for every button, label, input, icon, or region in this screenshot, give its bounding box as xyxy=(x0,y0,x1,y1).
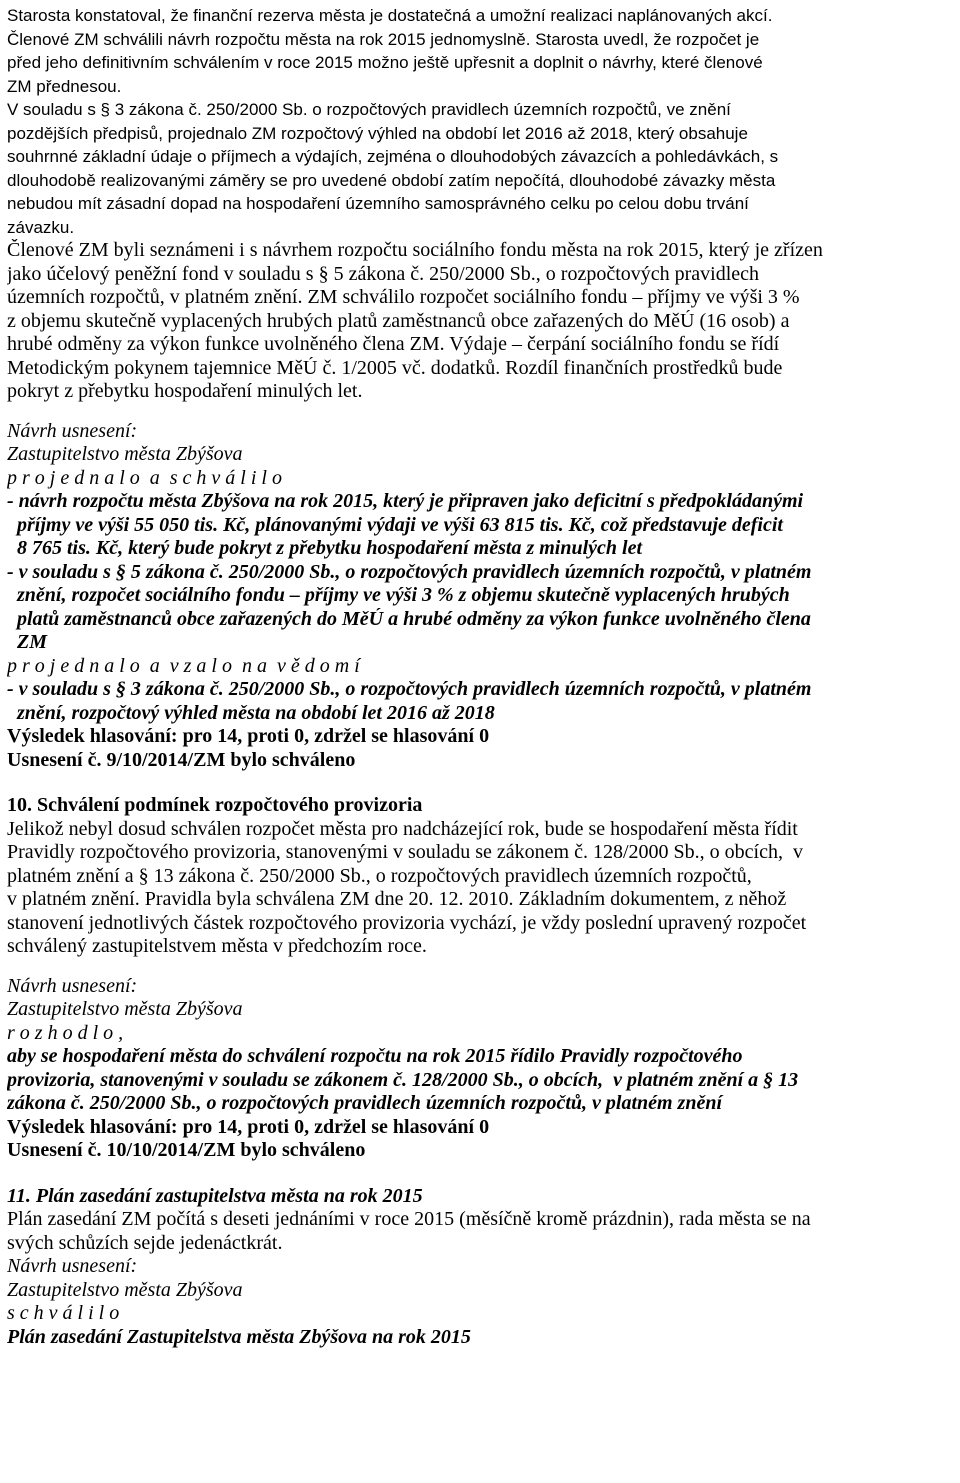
resolution-item: znění, rozpočet sociálního fondu – příjmy ve výši 3 % z objemu skutečně vyplacených hrubých xyxy=(7,584,790,606)
council-name: Zastupitelstvo města Zbýšova xyxy=(7,443,243,465)
text-line: pokryt z přebytku hospodaření minulých let. xyxy=(7,380,363,402)
text-line: nebudou mít zásadní dopad na hospodaření územního samosprávného celku po celou dobu trvání xyxy=(7,194,749,213)
text-fragment: o rozpočtových pravidlech územních rozpočtů, ve znění xyxy=(307,100,731,119)
text-line: územních rozpočtů, v platném znění. ZM schválilo rozpočet sociálního fondu – příjmy ve výši 3 % xyxy=(7,286,800,308)
text-line: závazku. xyxy=(7,217,75,237)
section-title: 11. Plán zasedání zastupitelstva města na rok 2015 xyxy=(7,1184,423,1207)
text-line: Metodickým pokynem tajemnice MěÚ č. 1/2005 vč. dodatků. Rozdíl finančních prostředků bude xyxy=(7,356,783,379)
text-fragment: V souladu s § 3 zákona č. 250/2000 Sb. xyxy=(7,100,308,119)
resolution-item: Plán zasedání Zastupitelstva města Zbýšova na rok 2015 xyxy=(7,1325,471,1348)
text-line: z objemu skutečně vyplacených hrubých platů zaměstnanců obce zařazených do MěÚ (16 osob) a xyxy=(7,309,790,332)
resolution-heading: Návrh usnesení: xyxy=(7,419,138,442)
resolution-item: - v souladu s § 5 zákona č. 250/2000 Sb., o rozpočtových pravidlech územních rozpočtů, v platném xyxy=(7,560,812,583)
resolution-item: zákona č. 250/2000 Sb., o rozpočtových pravidlech územních rozpočtů, v platném znění xyxy=(7,1092,723,1114)
resolution-item: provizoria, stanovenými v souladu se zákonem č. 128/2000 Sb., o obcích, v platném znění a § 13 xyxy=(7,1068,799,1091)
resolution-item: znění, rozpočtový výhled města na období let 2016 až 2018 xyxy=(7,701,495,724)
text-line: pozdějších předpisů, projednalo ZM rozpočtový výhled na období let 2016 až 2018, který obsahuje xyxy=(7,123,748,143)
resolution-item: platů zaměstnanců obce zařazených do MěÚ a hrubé odměny za výkon funkce uvolněného člena xyxy=(7,607,811,630)
spacer xyxy=(7,1163,954,1185)
resolution-status: Usnesení č. 10/10/2014/ZM bylo schváleno xyxy=(7,1139,366,1161)
resolution-item: příjmy ve výši 55 050 tis. Kč, plánovanými výdaji ve výši 63 815 tis. Kč, což představuje deficit xyxy=(7,513,783,536)
spacer xyxy=(7,959,954,975)
resolution-item: 8 765 tis. Kč, který bude pokryt z přebytku hospodaření města z minulých let xyxy=(7,537,643,559)
text-line: platném znění a § 13 zákona č. 250/2000 Sb., o rozpočtových pravidlech územních rozpočtů, xyxy=(7,864,752,887)
resolution-heading: Návrh usnesení: xyxy=(7,974,138,997)
text-line: Plán zasedání ZM počítá s deseti jednáními v roce 2015 (měsíčně kromě prázdnin), rada města se na xyxy=(7,1208,811,1230)
council-name: Zastupitelstvo města Zbýšova xyxy=(7,998,243,1020)
resolution-heading: Návrh usnesení: xyxy=(7,1255,138,1277)
text-line: v platném znění. Pravidla byla schválena ZM dne 20. 12. 2010. Základním dokumentem, z něhož xyxy=(7,888,787,910)
text-line: dlouhodobě realizovanými záměry se pro uvedené období zatím nepočítá, dlouhodobé závazky města xyxy=(7,170,776,190)
spacer xyxy=(7,772,954,794)
section-title: 10. Schválení podmínek rozpočtového provizoria xyxy=(7,794,423,816)
resolution-item: ZM xyxy=(7,631,47,653)
resolution-item: - návrh rozpočtu města Zbýšova na rok 2015, který je připraven jako deficitní s předpokládanými xyxy=(7,490,804,512)
text-line: souhrnné základní údaje o příjmech a výdajích, zejména o dlouhodobých závazcích a pohledávkách, s xyxy=(7,147,779,166)
resolution-verb: r o z h o d l o , xyxy=(7,1021,124,1044)
text-line xyxy=(7,98,954,122)
resolution-item: - v souladu s § 3 zákona č. 250/2000 Sb., o rozpočtových pravidlech územních rozpočtů, v platném xyxy=(7,678,812,700)
resolution-verb: p r o j e d n a l o a s c h v á l i l o xyxy=(7,466,282,489)
text-line: před jeho definitivním schválením v roce 2015 možno ještě upřesnit a doplnit o návrhy, které členové xyxy=(7,53,763,72)
vote-result: Výsledek hlasování: pro 14, proti 0, zdržel se hlasování 0 xyxy=(7,725,490,747)
resolution-verb: s c h v á l i l o xyxy=(7,1302,120,1324)
text-line: schválený zastupitelstvem města v předchozím roce. xyxy=(7,935,427,957)
text-line: Členové ZM byli seznámeni i s návrhem rozpočtu sociálního fondu města na rok 2015, který je zřízen xyxy=(7,239,823,261)
text-line: hrubé odměny za výkon funkce uvolněného člena ZM. Výdaje – čerpání sociálního fondu se řídí xyxy=(7,333,780,355)
council-name: Zastupitelstvo města Zbýšova xyxy=(7,1278,243,1301)
vote-result: Výsledek hlasování: pro 14, proti 0, zdržel se hlasování 0 xyxy=(7,1115,490,1138)
text-line: Pravidly rozpočtového provizoria, stanovenými v souladu se zákonem č. 128/2000 Sb., o obcích, v xyxy=(7,841,803,863)
text-line: ZM přednesou. xyxy=(7,76,122,96)
spacer xyxy=(7,404,954,420)
text-line: jako účelový peněžní fond v souladu s § 5 zákona č. 250/2000 Sb., o rozpočtových pravidlech xyxy=(7,262,760,285)
resolution-status: Usnesení č. 9/10/2014/ZM bylo schváleno xyxy=(7,748,356,771)
text-line: Starosta konstatoval, že finanční rezerva města je dostatečná a umožní realizaci naplánovaných akcí. xyxy=(7,6,773,25)
text-line: Členové ZM schválili návrh rozpočtu města na rok 2015 jednomyslně. Starosta uvedl, že rozpočet je xyxy=(7,29,760,49)
resolution-item: aby se hospodaření města do schválení rozpočtu na rok 2015 řídilo Pravidly rozpočtového xyxy=(7,1045,743,1067)
resolution-verb: p r o j e d n a l o a v z a l o n a v ě d o m í xyxy=(7,654,360,677)
text-line: Jelikož nebyl dosud schválen rozpočet města pro nadcházející rok, bude se hospodaření města řídit xyxy=(7,817,798,840)
text-line: stanovení jednotlivých částek rozpočtového provizoria vychází, je vždy poslední upravený rozpočet xyxy=(7,911,807,934)
text-line: svých schůzích sejde jedenáctkrát. xyxy=(7,1231,283,1254)
